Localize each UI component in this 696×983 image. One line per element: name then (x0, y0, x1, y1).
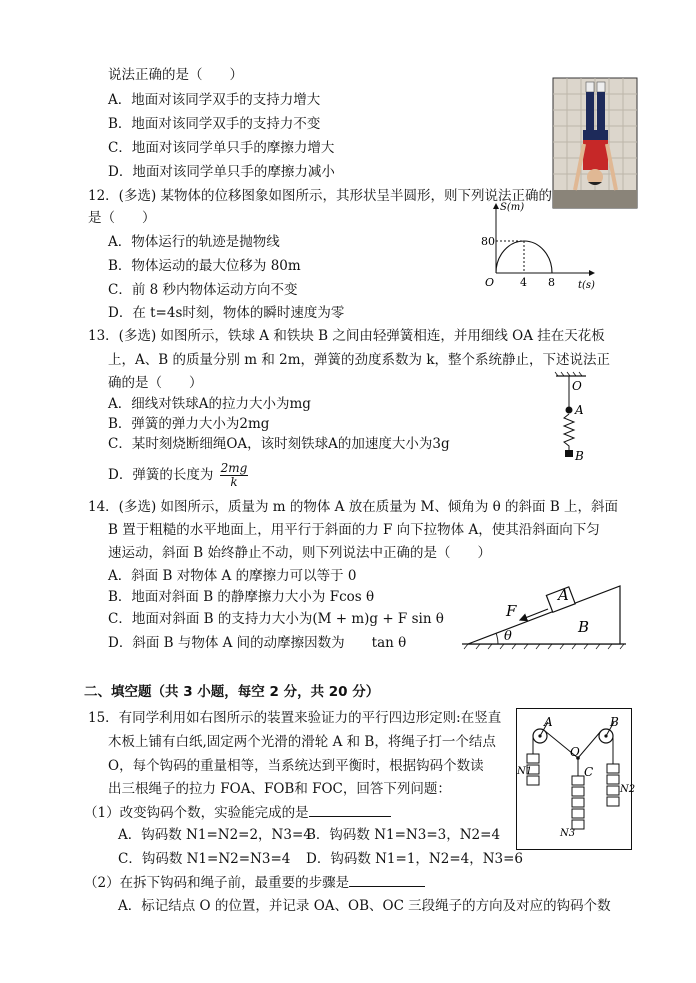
q13-label-a: A (575, 403, 584, 417)
q15-line4: 出三根绳子的拉力 FOA、FOB和 FOC，回答下列问题： (108, 781, 451, 797)
q11-option-b[interactable]: B．地面对该同学双手的支持力不变 (108, 116, 321, 132)
q14-option-c[interactable]: C．地面对斜面 B 的支持力大小为(M + m)g + F sin θ (108, 611, 444, 627)
q12-stem-line1: 12．(多选) 某物体的位移图象如图所示，其形状呈半圆形，则下列说法正确的 (88, 188, 553, 204)
q13-stem-line2: 上，A、B 的质量分别 m 和 2m，弹簧的劲度系数为 k，整个系统静止，下述说法正 (108, 352, 610, 368)
q13-fraction-numerator: 2mg (220, 461, 248, 475)
q13-option-d-prefix: D．弹簧的长度为 (108, 467, 214, 483)
q15-sub1 (84, 802, 391, 823)
q14-label-theta: θ (504, 629, 512, 644)
q15-sub2-answer-blank[interactable] (349, 872, 425, 887)
q13-option-a[interactable]: A．细线对铁球A的拉力大小为mg (108, 396, 311, 412)
section2-title: 二、填空题（共 3 小题，每空 2 分，共 20 分） (84, 684, 380, 700)
q15-label-a: A (544, 715, 553, 729)
q12-stem-line2: 是（ ） (88, 210, 156, 226)
q12-x-tick-4: 4 (520, 276, 527, 289)
q15-label-n1: N1 (517, 766, 533, 777)
q13-option-b[interactable]: B．弹簧的弹力大小为2mg (108, 416, 270, 432)
q15-label-o: O (570, 745, 580, 759)
q14-option-d[interactable]: D．斜面 B 与物体 A 间的动摩擦因数为 tan θ (108, 635, 407, 651)
q14-wedge-b (468, 586, 620, 644)
q14-option-a[interactable]: A．斜面 B 对物体 A 的摩擦力可以等于 0 (108, 568, 357, 584)
q15-line2: 木板上铺有白纸,固定两个光滑的滑轮 A 和 B，将绳子打一个结点 (108, 734, 496, 750)
q14-label-a: A (558, 586, 569, 604)
q13-ball-a (566, 407, 573, 414)
q15-sub1-option-a[interactable]: A．钩码数 N1=N2=2，N3=4 (118, 827, 312, 843)
q15-sub1-text: （1）改变钩码个数，实验能完成的是 (84, 805, 309, 821)
q12-displacement-graph (478, 198, 600, 294)
q12-y-tick-80: 80 (481, 235, 495, 248)
q14-stem-line2: B 置于粗糙的水平地面上，用平行于斜面的力 F 向下拉物体 A，使其沿斜面向下匀 (108, 522, 600, 538)
q14-label-f: F (506, 602, 517, 620)
q15-weights-n3 (572, 776, 584, 829)
q12-option-c[interactable]: C．前 8 秒内物体运动方向不变 (108, 282, 298, 298)
q13-option-d-fraction (220, 462, 249, 489)
q15-sub2 (84, 872, 425, 893)
q15-label-n2: N2 (620, 784, 636, 795)
q15-sub1-option-d[interactable]: D．钩码数 N1=1，N2=4，N3=6 (306, 851, 524, 867)
q11-option-d[interactable]: D．地面对该同学单只手的摩擦力减小 (108, 164, 335, 180)
q13-option-c[interactable]: C．某时刻烧断细绳OA，该时刻铁球A的加速度大小为3g (108, 436, 450, 452)
q15-sub1-option-b[interactable]: B．钩码数 N1=N3=3，N2=4 (306, 827, 501, 843)
q14-incline-figure (460, 572, 630, 652)
q15-sub1-option-c[interactable]: C．钩码数 N1=N2=N3=4 (118, 851, 291, 867)
q15-label-c: C (584, 765, 594, 779)
q12-xlabel: t(s) (578, 280, 595, 291)
q13-fraction-denominator: k (230, 475, 238, 489)
q15-line1: 15．有同学利用如右图所示的装置来验证力的平行四边形定则:在竖直 (88, 710, 502, 726)
q13-block-b (565, 450, 573, 457)
q13-option-d[interactable] (108, 462, 248, 489)
q12-option-b[interactable]: B．物体运动的最大位移为 80m (108, 258, 301, 274)
q15-sub2-text: （2）在拆下钩码和绳子前，最重要的步骤是 (84, 875, 350, 891)
q11-option-a[interactable]: A．地面对该同学双手的支持力增大 (108, 92, 321, 108)
q14-stem-line1: 14．(多选) 如图所示，质量为 m 的物体 A 放在质量为 M、倾角为 θ 的斜面 B 上，斜面 (88, 499, 619, 515)
q13-stem-line3: 确的是（ ） (108, 375, 203, 391)
q11-stem-tail: 说法正确的是（ ） (108, 67, 243, 83)
q12-option-a[interactable]: A．物体运行的轨迹是抛物线 (108, 234, 280, 250)
q15-sub1-answer-blank[interactable] (309, 802, 391, 817)
q15-sub2-option-a[interactable]: A．标记结点 O 的位置，并记录 OA、OB、OC 三段绳子的方向及对应的钩码个数 (118, 898, 611, 914)
q12-x-tick-8: 8 (548, 276, 555, 289)
q14-option-b[interactable]: B．地面对斜面 B 的静摩擦力大小为 Fcos θ (108, 589, 375, 605)
q12-ylabel: S(m) (500, 202, 525, 213)
q12-origin: O (485, 276, 495, 289)
handstand-photo (553, 78, 637, 208)
q13-spring-figure (548, 372, 594, 464)
q15-pulley-figure (516, 708, 636, 850)
q13-stem-line1: 13．(多选) 如图所示，铁球 A 和铁块 B 之间由轻弹簧相连，并用细线 OA 挂在天花板 (88, 328, 605, 344)
q15-line3: O，每个钩码的重量相等，当系统达到平衡时，根据钩码个数读 (108, 758, 484, 774)
q13-spring (564, 414, 574, 450)
q14-stem-line3: 速运动，斜面 B 始终静止不动，则下列说法中正确的是（ ） (108, 545, 492, 561)
q12-option-d[interactable]: D．在 t=4s时刻，物体的瞬时速度为零 (108, 305, 345, 321)
q13-label-o: O (572, 379, 582, 393)
q15-label-b: B (610, 715, 619, 729)
q14-label-b: B (578, 618, 590, 636)
q15-label-n3: N3 (560, 828, 576, 839)
q13-label-b: B (575, 449, 584, 463)
q11-option-c[interactable]: C．地面对该同学单只手的摩擦力增大 (108, 140, 335, 156)
